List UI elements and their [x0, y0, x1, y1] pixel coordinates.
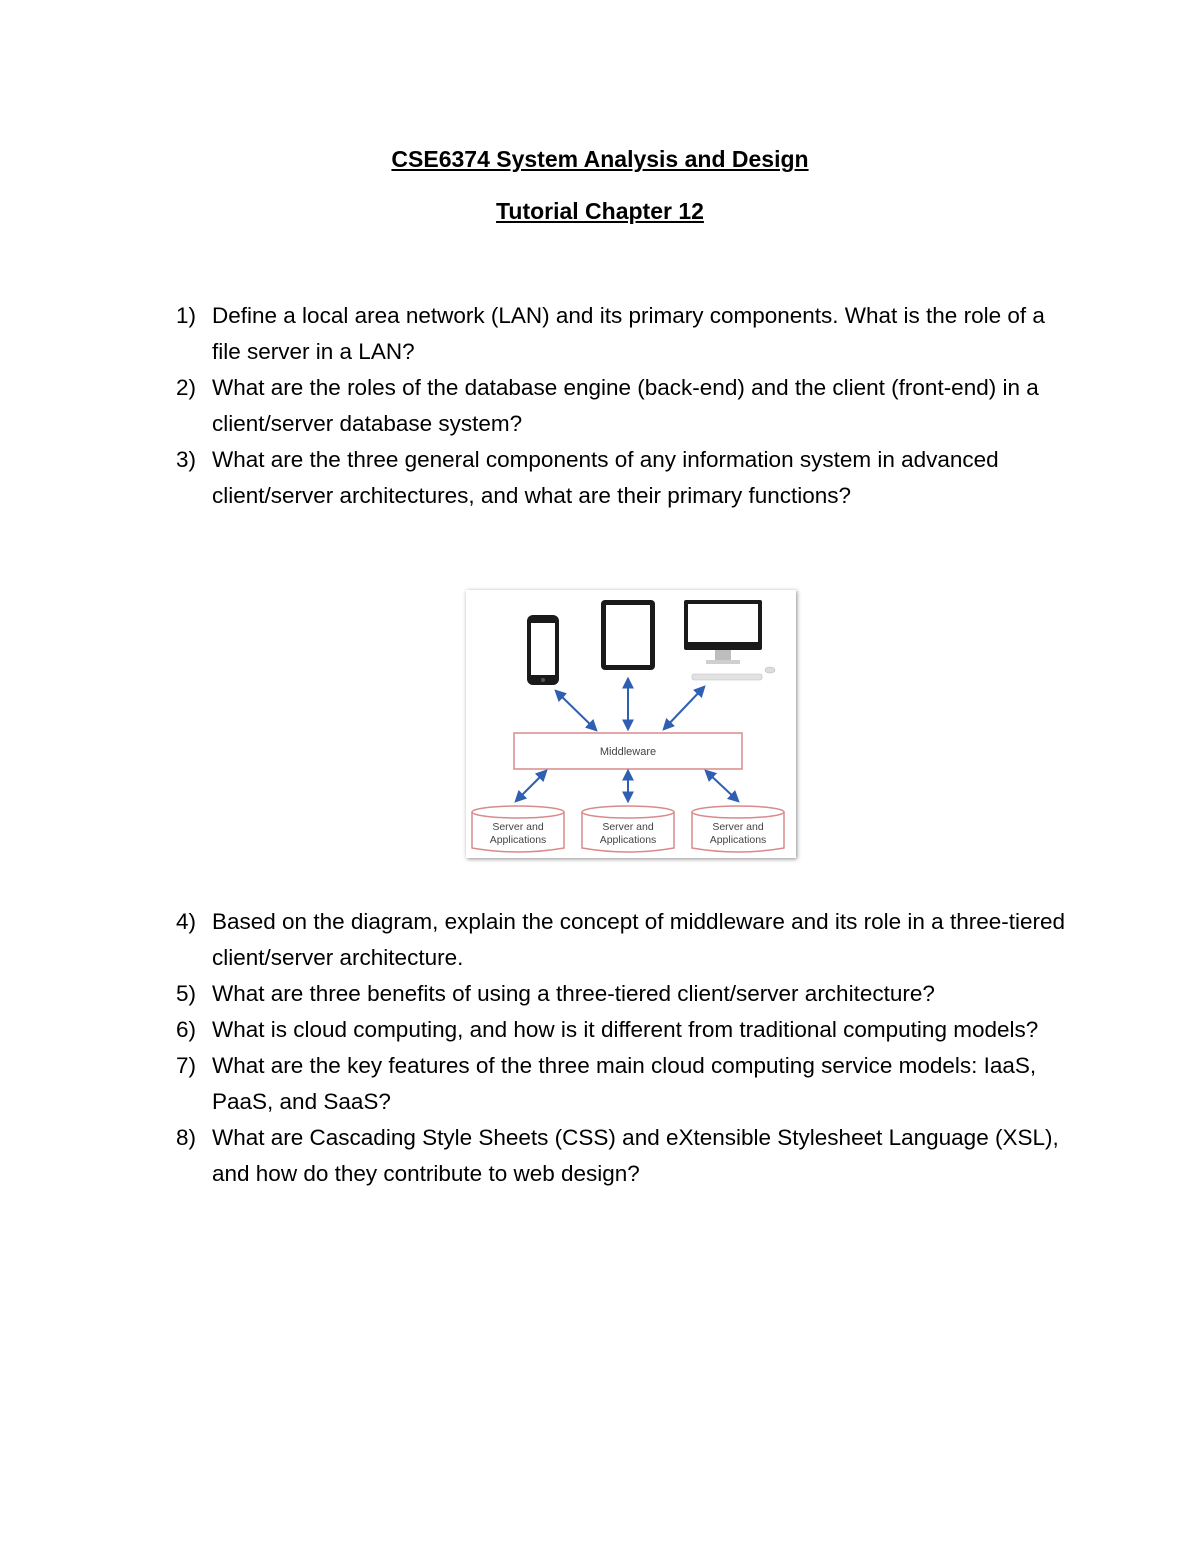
arrow-middleware-server-3 — [706, 771, 738, 801]
question-number: 8) — [176, 1125, 197, 1150]
server-label-line1: Server and — [712, 821, 764, 833]
question-item — [176, 1048, 1066, 1120]
question-item — [176, 298, 1066, 370]
server-box — [472, 806, 564, 852]
question-text: What are three benefits of using a three-tiered client/server architecture? — [212, 981, 935, 1006]
question-list-part2 — [176, 904, 1066, 1192]
middleware-diagram — [466, 590, 796, 858]
server-label-line2: Applications — [599, 834, 657, 846]
question-number: 6) — [176, 1017, 197, 1042]
desktop-computer-icon — [684, 600, 775, 680]
question-number: 7) — [176, 1053, 197, 1078]
arrow-middleware-server-1 — [516, 771, 546, 801]
question-text: What are Cascading Style Sheets (CSS) and eXtensible Stylesheet Language (XSL), and how do they contribute to web design? — [212, 1125, 1059, 1186]
question-item — [176, 370, 1066, 442]
server-label-line1: Server and — [492, 821, 544, 833]
question-number: 3) — [176, 447, 197, 472]
question-text: What are the three general components of any information system in advanced client/server architectures, and what are their primary functions? — [212, 447, 999, 508]
smartphone-icon — [527, 615, 559, 685]
question-item — [176, 976, 1066, 1012]
question-item — [176, 1120, 1066, 1192]
question-number: 2) — [176, 375, 197, 400]
server-label-line2: Applications — [489, 834, 547, 846]
question-number: 1) — [176, 303, 197, 328]
question-text: What is cloud computing, and how is it different from traditional computing models? — [212, 1017, 1039, 1042]
server-box — [692, 806, 784, 852]
middleware-label: Middleware — [599, 746, 657, 758]
question-text: What are the roles of the database engine (back-end) and the client (front-end) in a client/server database system? — [212, 375, 1039, 436]
question-item — [176, 904, 1066, 976]
question-text: Based on the diagram, explain the concept of middleware and its role in a three-tiered client/server architecture. — [212, 909, 1066, 970]
question-number: 5) — [176, 981, 197, 1006]
question-text: What are the key features of the three main cloud computing service models: IaaS, PaaS, and SaaS? — [212, 1053, 1037, 1114]
arrow-desktop-middleware — [664, 687, 704, 729]
question-text: Define a local area network (LAN) and its primary components. What is the role of a file server in a LAN? — [212, 303, 1045, 364]
question-list-part1 — [176, 298, 1066, 514]
server-label-line1: Server and — [602, 821, 654, 833]
question-item — [176, 1012, 1066, 1048]
arrow-phone-middleware — [556, 691, 596, 730]
tablet-icon — [601, 600, 655, 670]
question-number: 4) — [176, 909, 197, 934]
server-label-line2: Applications — [709, 834, 767, 846]
course-title: CSE6374 System Analysis and Design — [391, 146, 809, 172]
server-box — [582, 806, 674, 852]
question-item — [176, 442, 1066, 514]
tutorial-title: Tutorial Chapter 12 — [496, 198, 704, 224]
